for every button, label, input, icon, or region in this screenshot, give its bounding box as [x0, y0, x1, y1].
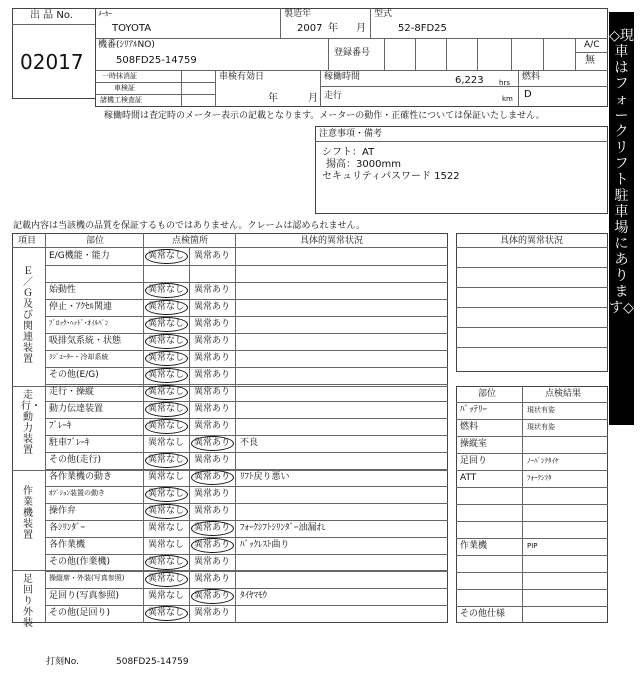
- ng-label: 異常あり: [194, 387, 231, 397]
- ok-circle-mark: [145, 249, 188, 264]
- ng-label: 異常あり: [194, 489, 231, 499]
- ok-label: 異常なし: [148, 489, 185, 499]
- stamp-label: 打刻No.: [46, 657, 79, 667]
- ok-circle-mark: [145, 572, 188, 587]
- header-check: 点検箇所: [172, 236, 209, 246]
- ok-label: 異常なし: [148, 302, 185, 312]
- item-no-value: 02017: [20, 50, 84, 74]
- row-part: その他(E/G): [49, 370, 99, 380]
- inspection-expiry-label: 車検有効日: [219, 72, 265, 82]
- spec-part: 操縦室: [460, 439, 488, 449]
- row-part: 始動性: [49, 285, 77, 295]
- ok-label: 異常なし: [148, 251, 185, 261]
- row-detail: 不良: [240, 438, 259, 448]
- ng-label: 異常あり: [194, 455, 231, 465]
- ok-label: 異常なし: [148, 455, 185, 465]
- mileage-label: 走行: [324, 91, 343, 101]
- row-detail: ﾌｫｰｸｼﾌﾄｼﾘﾝﾀﾞｰ油漏れ: [240, 523, 326, 533]
- ok-circle-mark: [145, 504, 188, 519]
- ng-label: 異常あり: [194, 404, 231, 414]
- ng-label: 異常あり: [194, 251, 231, 261]
- notes-label: 注意事項・備考: [319, 129, 383, 139]
- ng-label: 異常あり: [194, 302, 231, 312]
- fuel-label: 燃料: [522, 72, 541, 82]
- row-part: その他(走行): [49, 455, 102, 465]
- row-part: その他(作業機): [49, 557, 111, 567]
- row-detail: ﾀｲﾔﾏﾓｳ: [240, 591, 268, 601]
- notes-line-1: シフト：AT: [322, 147, 375, 158]
- ok-label: 異常なし: [148, 506, 185, 516]
- model-value: 52-8FD25: [398, 23, 447, 34]
- month-unit: 月: [356, 23, 366, 34]
- ng-label: 異常あり: [194, 285, 231, 295]
- header-detail: 具体的異常状況: [300, 236, 364, 246]
- hours-note: 稼働時間は査定時のメーター表示の記載となります。メーターの動作・正確性については保証いたしません。: [104, 111, 545, 121]
- group-title-drive: 走行・動力装置: [21, 390, 41, 456]
- notes-line-2: 揚高：3000mm: [326, 159, 401, 170]
- vehicle-cert-label: 車検証: [114, 84, 135, 92]
- ok-label: 異常なし: [148, 608, 185, 618]
- ng-label: 異常あり: [194, 370, 231, 380]
- row-part: 停止・ｱｸｾﾙ関連: [49, 302, 113, 312]
- row-part: 動力伝達装置: [49, 404, 104, 414]
- spec-part: 燃料: [460, 422, 479, 432]
- ok-label: 異常なし: [148, 591, 185, 601]
- ok-label: 異常なし: [148, 557, 185, 567]
- registration-label: 登録番号: [334, 48, 371, 58]
- item-no-label: 出 品 No.: [30, 10, 73, 21]
- spec-part: その他仕様: [460, 609, 506, 619]
- fuel-value: D: [524, 89, 532, 100]
- ok-label: 異常なし: [148, 404, 185, 414]
- ok-circle-mark: [145, 402, 188, 417]
- ng-label: 異常あり: [194, 472, 231, 482]
- ng-circle-mark: [191, 436, 234, 451]
- ok-circle-mark: [145, 555, 188, 570]
- spec-part: 足回り: [460, 456, 488, 466]
- row-part: その他(足回り): [49, 608, 111, 618]
- spec-part: 作業機: [460, 541, 488, 551]
- year-value: 2007: [297, 23, 323, 34]
- spec-result: PIP: [527, 542, 538, 550]
- ng-label: 異常あり: [194, 574, 231, 584]
- ng-circle-mark: [191, 470, 234, 485]
- ng-label: 異常あり: [194, 336, 231, 346]
- row-part: ﾗｼﾞｴｰﾀｰ・冷却系統: [49, 353, 109, 361]
- disclaimer-text: 記載内容は当該機の品質を保証するものではありません。クレームは認められません。: [13, 221, 366, 231]
- stamp-value: 508FD25-14759: [116, 657, 189, 667]
- group-title-chassis: 足回り外装: [23, 574, 33, 629]
- row-part: ﾌﾞﾚｰｷ: [49, 421, 72, 431]
- ok-circle-mark: [145, 419, 188, 434]
- header-item: 項目: [18, 236, 37, 246]
- serial-label: 機番(ｼﾘｱﾙNO): [98, 40, 155, 50]
- ng-label: 異常あり: [194, 438, 231, 448]
- ok-label: 異常なし: [148, 387, 185, 397]
- km-unit: km: [502, 95, 513, 103]
- ok-circle-mark: [145, 606, 188, 621]
- ng-label: 異常あり: [194, 540, 231, 550]
- hours-unit: hrs: [499, 79, 510, 87]
- ok-label: 異常なし: [148, 540, 185, 550]
- row-part: 各作業機: [49, 540, 86, 550]
- ng-label: 異常あり: [194, 608, 231, 618]
- ok-label: 異常なし: [148, 574, 185, 584]
- ng-label: 異常あり: [194, 506, 231, 516]
- maker-label: ﾒｰｶｰ: [98, 10, 112, 18]
- row-part: ﾌﾞﾛｯｸ･ﾍｯﾄﾞ･ｵｲﾙﾊﾟﾝ: [49, 319, 109, 327]
- ok-label: 異常なし: [148, 421, 185, 431]
- spec-result: ﾌｫｰｸｼﾌﾀ: [527, 474, 552, 482]
- notes-box: [315, 126, 608, 214]
- year-label: 製造年: [284, 9, 312, 19]
- self-cert-label: 諸機工検査証: [100, 96, 142, 104]
- spec-result: 現状有姿: [527, 423, 555, 431]
- ok-label: 異常なし: [148, 336, 185, 346]
- row-part: 各作業機の動き: [49, 472, 113, 482]
- header-part: 部位: [86, 236, 105, 246]
- ok-circle-mark: [145, 300, 188, 315]
- row-part: E/G機能・能力: [49, 251, 110, 261]
- ng-circle-mark: [191, 589, 234, 604]
- row-detail: ﾘﾌﾄ戻り悪い: [240, 472, 290, 482]
- ok-circle-mark: [145, 283, 188, 298]
- ng-label: 異常あり: [194, 523, 231, 533]
- expiry-month-unit: 月: [308, 93, 318, 104]
- year-unit: 年: [328, 23, 338, 34]
- row-part: 操作弁: [49, 506, 77, 516]
- ok-label: 異常なし: [148, 370, 185, 380]
- maker-value: TOYOTA: [112, 23, 152, 34]
- ng-circle-mark: [191, 538, 234, 553]
- serial-value: 508FD25-14759: [116, 55, 197, 66]
- row-part: ｵﾌﾟｼｮﾝ装置の動き: [49, 489, 105, 497]
- row-part: 走行・操縦: [49, 387, 95, 397]
- row-part: 足回り(写真参照): [49, 591, 120, 601]
- ok-label: 異常なし: [148, 319, 185, 329]
- hours-label: 稼働時間: [324, 72, 361, 82]
- notes-line-3: セキュリティパスワード 1522: [322, 171, 460, 182]
- temp-cert-label: 一時抹消証: [102, 72, 137, 80]
- location-banner: [609, 12, 634, 425]
- model-label: 型式: [374, 9, 393, 19]
- location-banner-text: ◇現車はフォークリフト駐車場にあります◇: [609, 28, 634, 316]
- spec-result: ﾉｰﾊﾟﾝｸﾀｲﾔ: [527, 457, 559, 465]
- ok-label: 異常なし: [148, 523, 185, 533]
- ok-circle-mark: [145, 351, 188, 366]
- ac-value: 無: [585, 55, 595, 66]
- expiry-year-unit: 年: [268, 93, 278, 104]
- ok-label: 異常なし: [148, 285, 185, 295]
- ok-circle-mark: [145, 334, 188, 349]
- row-part: 各ｼﾘﾝﾀﾞｰ: [49, 523, 86, 533]
- ng-label: 異常あり: [194, 421, 231, 431]
- spec-result: 現状有姿: [527, 406, 555, 414]
- ok-circle-mark: [145, 385, 188, 400]
- ok-circle-mark: [145, 453, 188, 468]
- spec-part-header: 部位: [478, 389, 497, 399]
- ac-label: A/C: [584, 40, 600, 50]
- right-detail-table: [456, 233, 608, 372]
- group-title-work: 作業機装置: [23, 486, 33, 541]
- row-part: 駐車ﾌﾞﾚｰｷ: [49, 438, 90, 448]
- spec-part: ﾊﾞｯﾃﾘｰ: [460, 405, 488, 415]
- ng-label: 異常あり: [194, 591, 231, 601]
- spec-part: ATT: [460, 473, 477, 483]
- spec-result-header: 点検結果: [545, 389, 582, 399]
- ok-label: 異常なし: [148, 472, 185, 482]
- ok-label: 異常なし: [148, 353, 185, 363]
- row-part: 吸排気系統・状態: [49, 336, 122, 346]
- ng-circle-mark: [191, 521, 234, 536]
- ng-label: 異常あり: [194, 353, 231, 363]
- ng-label: 異常あり: [194, 557, 231, 567]
- right-detail-header: 具体的異常状況: [500, 236, 564, 246]
- ok-circle-mark: [145, 368, 188, 383]
- ok-circle-mark: [145, 487, 188, 502]
- row-detail: ﾊﾞｯｸﾚｽﾄ曲り: [240, 540, 290, 550]
- hours-value: 6,223: [455, 75, 484, 86]
- ok-label: 異常なし: [148, 438, 185, 448]
- ng-label: 異常あり: [194, 319, 231, 329]
- ok-circle-mark: [145, 317, 188, 332]
- group-title-engine: Ｅ／Ｇ及び関連装置: [23, 266, 33, 365]
- row-part: 操縦席・外装(写真参照): [49, 574, 125, 582]
